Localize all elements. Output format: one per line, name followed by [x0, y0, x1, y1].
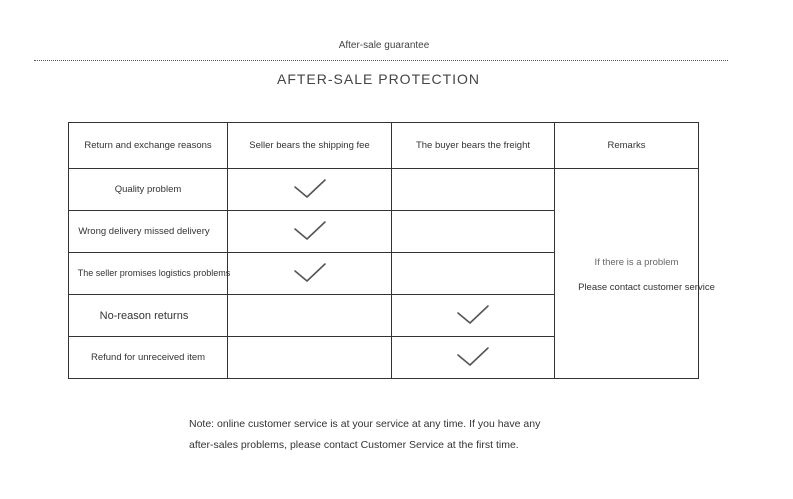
after-sale-table: [68, 122, 715, 379]
seller-fee-cell: [228, 295, 392, 337]
table-row: [69, 169, 699, 211]
dotted-divider: [34, 60, 728, 61]
check-mark-icon: [456, 303, 490, 325]
check-mark-icon: [456, 345, 490, 367]
column-header-reasons: Return and exchange reasons: [69, 123, 228, 169]
reason-text: Wrong delivery missed delivery: [78, 226, 210, 237]
seller-fee-cell: [228, 337, 392, 379]
column-header-seller-fee: Seller bears the shipping fee: [228, 123, 392, 169]
buyer-freight-cell: [392, 337, 555, 379]
column-header-buyer-freight: The buyer bears the freight: [392, 123, 555, 169]
remarks-line-1: If there is a problem: [594, 256, 679, 268]
page-subtitle: After-sale guarantee: [338, 40, 430, 51]
table-header-row: [69, 123, 699, 169]
check-mark-icon: [293, 261, 327, 283]
column-header-remarks: Remarks: [555, 123, 699, 169]
reason-text: No-reason returns: [99, 309, 189, 322]
reason-cell: [69, 253, 231, 295]
reason-cell: [69, 211, 228, 253]
reason-cell: Refund for unreceived item: [69, 337, 228, 379]
buyer-freight-cell: [392, 295, 555, 337]
page-title: AFTER-SALE PROTECTION: [276, 71, 481, 87]
buyer-freight-cell: [392, 253, 555, 295]
reason-cell: [69, 295, 228, 337]
buyer-freight-cell: [392, 169, 555, 211]
note: [189, 414, 540, 456]
reason-cell: Quality problem: [69, 169, 228, 211]
check-mark-icon: [293, 219, 327, 241]
seller-fee-cell: [228, 211, 392, 253]
buyer-freight-cell: [392, 211, 555, 253]
remarks-line-2: Please contact customer service: [578, 281, 715, 293]
check-mark-icon: [293, 177, 327, 199]
seller-fee-cell: [228, 253, 392, 295]
remarks-cell: [555, 169, 715, 379]
reason-text: The seller promises logistics problems: [77, 268, 231, 278]
note-line-2: after-sales problems, please contact Customer Service at the first time.: [189, 439, 519, 451]
note-line-1: Note: online customer service is at your service at any time. If you have any: [189, 418, 541, 430]
seller-fee-cell: [228, 169, 392, 211]
